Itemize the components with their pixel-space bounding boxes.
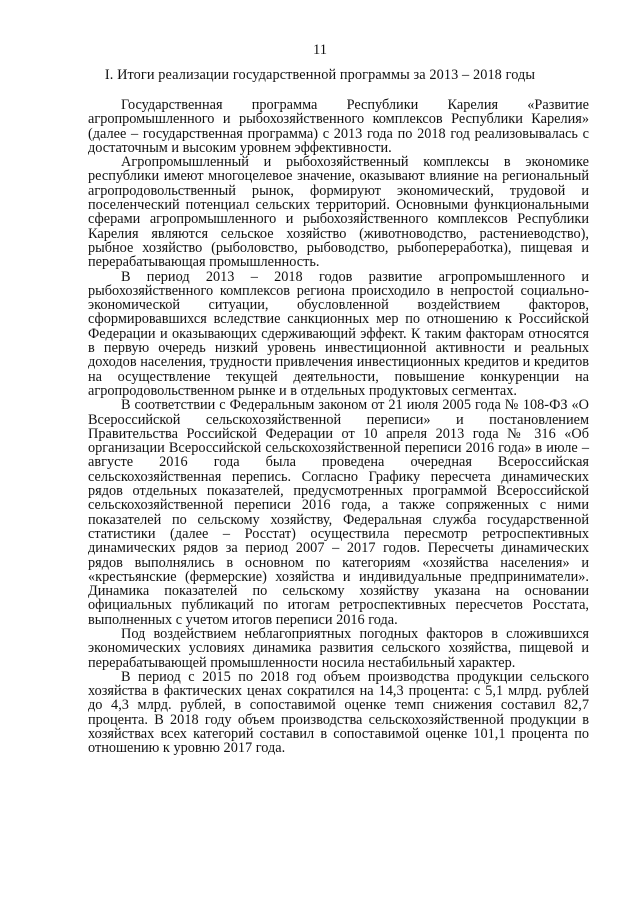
document-body — [88, 98, 589, 756]
paragraph: Государственная программа Республики Карелия «Развитие агропромышленного и рыбохозяйственного комплексов Республики Карелия» (далее – государственная программа) с 2013 года по 2018 год реализовывалась с достаточным и высоким уровнем эффективности. — [88, 97, 589, 156]
paragraph: В период 2013 – 2018 годов развитие агропромышленного и рыбохозяйственного комплексов региона происходило в непростой социально-экономической ситуации, обусловленной воздействием факторов, сформировавшихся вследствие санкционных мер по отношению к Российской Федерации и оказывающих сдерживающий эффект. К таким факторам относятся в первую очередь низкий уровень инвестиционной активности и реальных доходов населения, трудности привлечения инвестиционных кредитов и кредитов на осуществление текущей деятельности, повышение конкуренции на агропродовольственном рынке и в отдельных продуктовых сегментах. — [88, 268, 589, 399]
paragraph: В период с 2015 по 2018 год объем производства продукции сельского хозяйства в фактических ценах сократился на 14,3 процента: с 5,1 млрд. рублей до 4,3 млрд. рублей, в сопоставимой оценке темп снижения составил 82,7 процента. В 2018 году объем производства сельскохозяйственной продукции в хозяйствах всех категорий составил в сопоставимой оценке 101,1 процента по отношению к уровню 2017 года. — [88, 668, 589, 757]
section-heading: I. Итоги реализации государственной программы за 2013 – 2018 годы — [104, 67, 536, 83]
paragraph: В соответствии с Федеральным законом от 21 июля 2005 года № 108-ФЗ «О Всероссийской сельскохозяйственной переписи» и постановлением Правительства Российской Федерации от 10 апреля 2013 года № 316 «Об организации Всероссийской сельскохозяйственной переписи 2016 года» в июле – августе 2016 года была проведена очередная Всероссийская сельскохозяйственная перепись. Согласно Графику пересчета динамических рядов отдельных показателей, предусмотренных программой Всероссийской сельскохозяйственной переписи 2016 года, а также сопряженных с ними показателей по сельскому хозяйству, Федеральная служба государственной статистики (далее – Росстат) осуществила пересмотр ретроспективных динамических рядов за период 2007 – 2017 годов. Пересчеты динамических рядов выполнялись в основном по категориям «хозяйства населения» и «крестьянские (фермерские) хозяйства и индивидуальные предприниматели». Динамика показателей по сельскому хозяйству указана на основании официальных публикаций по итогам ретроспективных пересчетов Росстата, выполненных с учетом итогов переписи 2016 года. — [88, 397, 589, 628]
page-number: 11 — [313, 42, 327, 58]
paragraph: Под воздействием неблагоприятных погодных факторов в сложившихся экономических условиях динамика развития сельского хозяйства, пищевой и перерабатывающей промышленности носила нестабильный характер. — [88, 625, 589, 671]
paragraph: Агропромышленный и рыбохозяйственный комплексы в экономике республики имеют многоцелевое значение, оказывают влияние на региональный агропродовольственный рынок, формируют экономический, трудовой и поселенческий потенциал сельских территорий. Основными функциональными сферами агропромышленного и рыбохозяйственного комплексов Республики Карелия являются сельское хозяйство (животноводство, растениеводство), рыбное хозяйство (рыболовство, рыбоводство, рыбопереработка), пищевая и перерабатывающая промышленность. — [88, 154, 589, 271]
